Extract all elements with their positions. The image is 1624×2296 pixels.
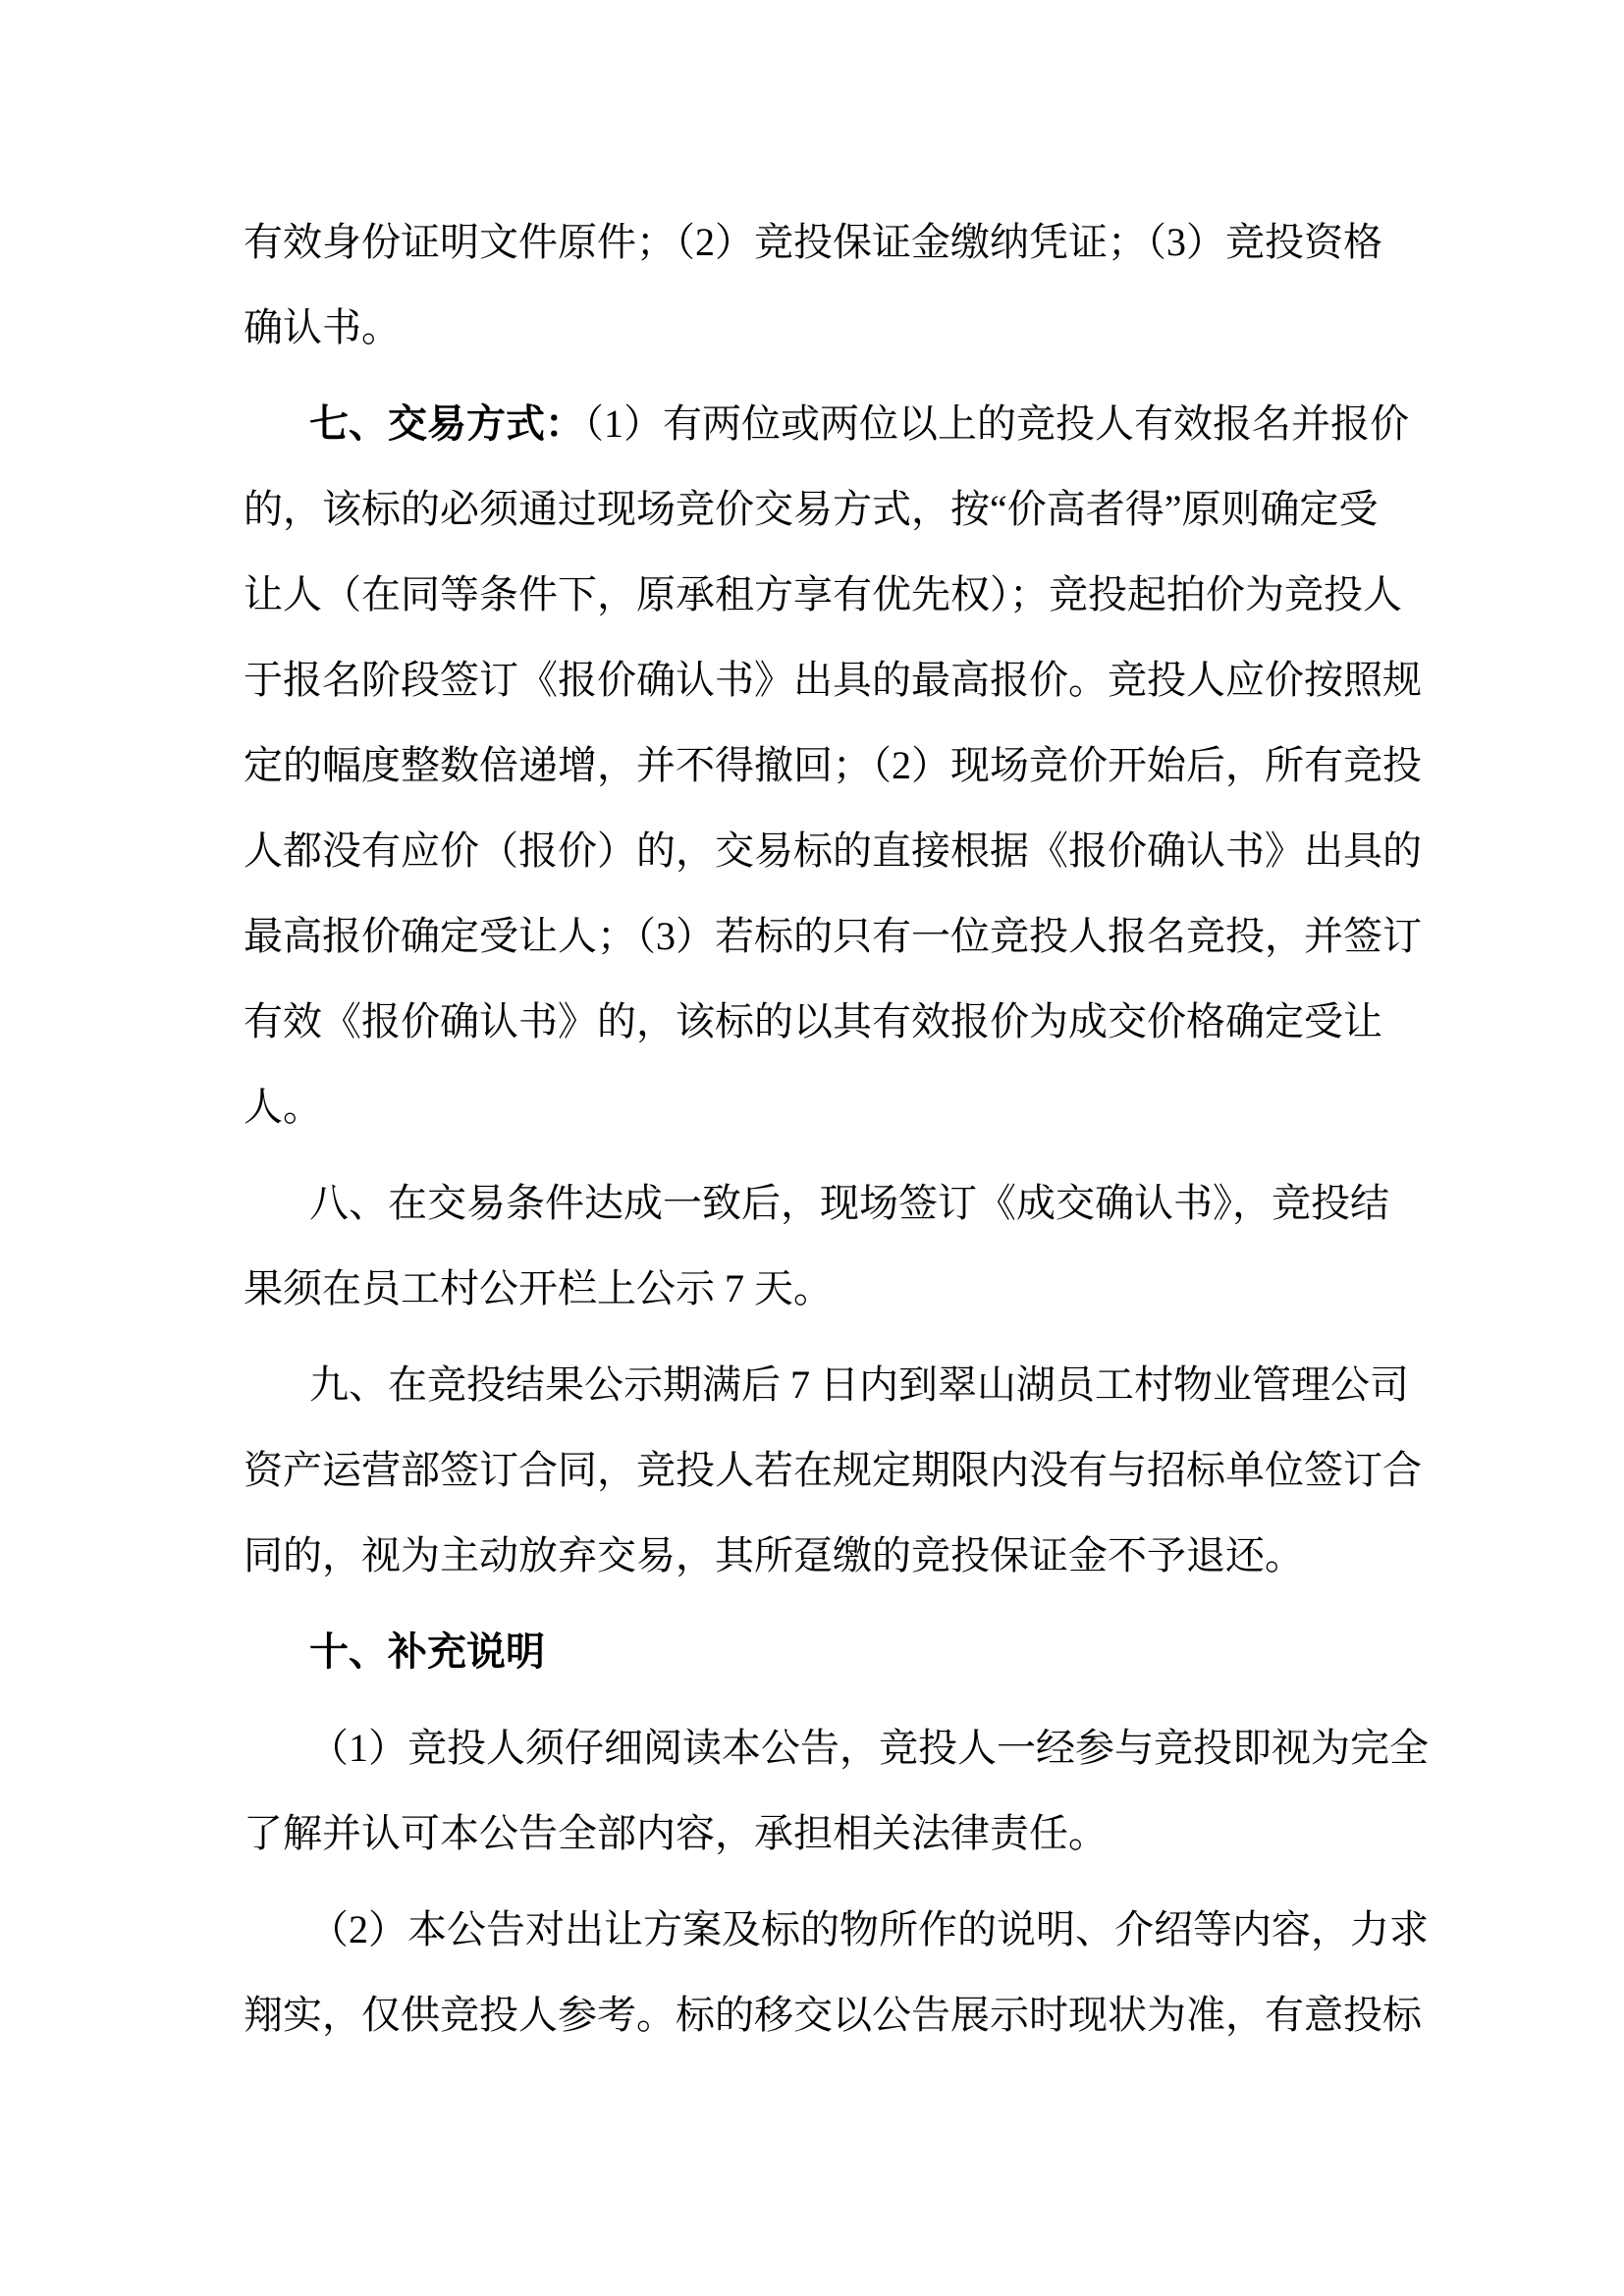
section-heading-7: 七、交易方式： — [309, 401, 584, 446]
line-text: 人都没有应价（报价）的，交易标的直接根据《报价确认书》出具的 — [244, 828, 1422, 873]
line-text: 定的幅度整数倍递增，并不得撤回；（2）现场竞价开始后，所有竞投 — [244, 743, 1422, 787]
line-text: 八、在交易条件达成一致后，现场签订《成交确认书》，竞投结 — [309, 1181, 1389, 1225]
document-line — [244, 1609, 1428, 1694]
document-line — [244, 285, 1428, 370]
line-text: 最高报价确定受让人；（3）若标的只有一位竞投人报名竞投，并签订 — [244, 914, 1422, 958]
line-text: 人。 — [244, 1085, 322, 1129]
line-text: 同的，视为主动放弃交易，其所趸缴的竞投保证金不予退还。 — [244, 1533, 1304, 1577]
document-line — [244, 1342, 1428, 1427]
document-line — [244, 1160, 1428, 1246]
line-text: 果须在员工村公开栏上公示 7 天。 — [244, 1266, 833, 1310]
document-body — [244, 199, 1428, 2057]
document-line — [244, 1513, 1428, 1598]
document-line — [244, 1790, 1428, 1876]
document-line — [244, 466, 1428, 552]
document-line — [244, 1427, 1428, 1513]
document-line — [244, 1246, 1428, 1331]
section-heading-10: 十、补充说明 — [309, 1629, 545, 1674]
document-line — [244, 1064, 1428, 1149]
document-line — [244, 1887, 1428, 1972]
line-text: 资产运营部签订合同，竞投人若在规定期限内没有与招标单位签订合 — [244, 1448, 1422, 1492]
line-text: 确认书。 — [244, 305, 401, 349]
document-line — [244, 893, 1428, 979]
document-line — [244, 552, 1428, 637]
line-text: （1）有两位或两位以上的竞投人有效报名并报价 — [584, 401, 1409, 446]
line-text: 翔实，仅供竞投人参考。标的移交以公告展示时现状为准，有意投标 — [244, 1993, 1422, 2037]
line-text: 有效身份证明文件原件；（2）竞投保证金缴纳凭证；（3）竞投资格 — [244, 220, 1382, 264]
document-line — [244, 1972, 1428, 2057]
line-text: （1）竞投人须仔细阅读本公告，竞投人一经参与竞投即视为完全 — [309, 1726, 1429, 1770]
line-text: 于报名阶段签订《报价确认书》出具的最高报价。竞投人应价按照规 — [244, 658, 1422, 702]
line-text: 了解并认可本公告全部内容，承担相关法律责任。 — [244, 1811, 1108, 1855]
document-line — [244, 637, 1428, 722]
line-text: 的，该标的必须通过现场竞价交易方式，按“价高者得”原则确定受 — [244, 487, 1379, 531]
line-text: 九、在竞投结果公示期满后 7 日内到翠山湖员工村物业管理公司 — [309, 1362, 1409, 1407]
document-line — [244, 381, 1428, 466]
document-line — [244, 722, 1428, 808]
document-line — [244, 808, 1428, 893]
line-text: （2）本公告对出让方案及标的物所作的说明、介绍等内容，力求 — [309, 1907, 1429, 1951]
line-text: 有效《报价确认书》的，该标的以其有效报价为成交价格确定受让 — [244, 999, 1382, 1043]
document-line — [244, 1705, 1428, 1790]
document-line — [244, 199, 1428, 285]
line-text: 让人（在同等条件下，原承租方享有优先权）；竞投起拍价为竞投人 — [244, 572, 1402, 616]
document-line — [244, 979, 1428, 1064]
